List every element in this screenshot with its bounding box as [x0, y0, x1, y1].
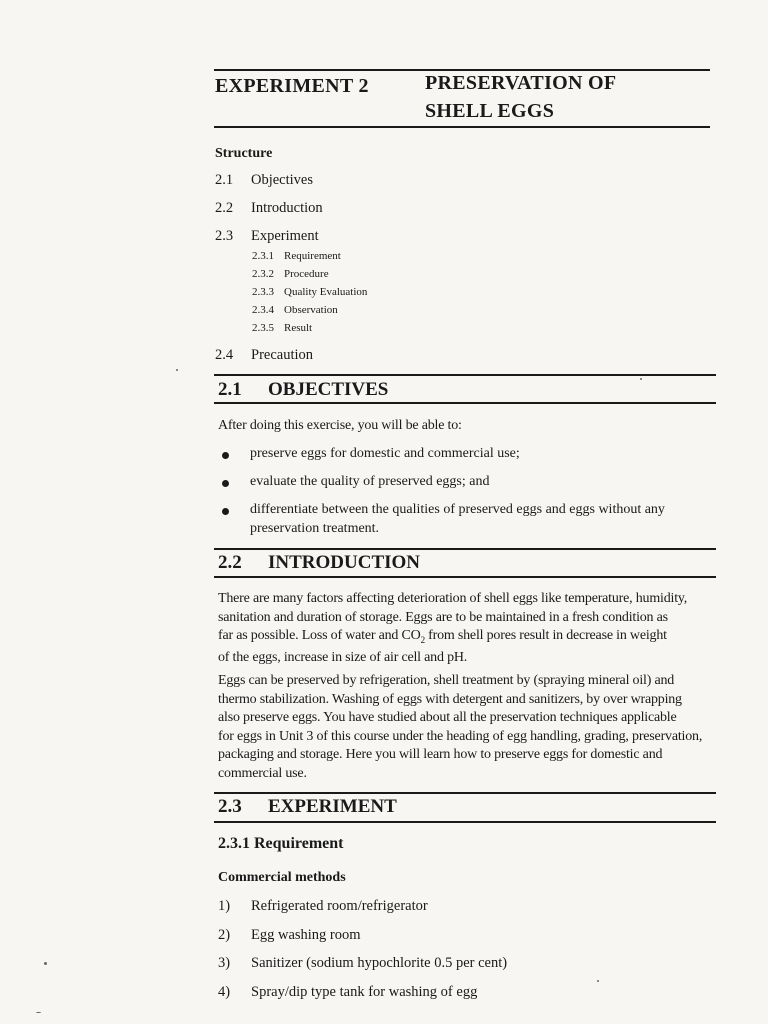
- text-line: Eggs can be preserved by refrigeration, shell treatment by (spraying mineral oil) and: [218, 673, 675, 688]
- toc-subnum: 2.3.5: [252, 322, 274, 334]
- list-num: 3): [218, 955, 231, 971]
- scan-speck: [597, 980, 599, 982]
- bullet-dot: [222, 452, 229, 459]
- section-number: 2.1: [218, 379, 242, 400]
- section-bottom-rule: [214, 402, 716, 404]
- toc-subitem: [252, 250, 341, 262]
- section-number: 2.2: [218, 552, 242, 573]
- toc-item: [215, 228, 319, 245]
- section-title: EXPERIMENT: [268, 796, 397, 817]
- toc-subnum: 2.3.4: [252, 304, 274, 316]
- list-label: Egg washing room: [251, 927, 361, 943]
- scan-speck: [36, 1012, 41, 1013]
- experiment-label: EXPERIMENT 2: [215, 75, 369, 97]
- intro-paragraph-1: [218, 590, 718, 668]
- header-top-rule: [214, 69, 710, 71]
- section-heading-introduction: [218, 552, 420, 574]
- intro-paragraph-2: [218, 672, 718, 783]
- toc-label: Experiment: [251, 228, 319, 244]
- text-line: sanitation and duration of storage. Eggs are to be maintained in a fresh condition as: [218, 609, 668, 625]
- section-heading-objectives: [218, 379, 388, 401]
- text-line: of the eggs, increase in size of air cell and pH.: [218, 650, 468, 666]
- toc-sublabel: Procedure: [284, 268, 329, 280]
- toc-label: Precaution: [251, 347, 314, 363]
- section-number: 2.3: [218, 796, 242, 817]
- page-title-line1: PRESERVATION OF: [425, 72, 617, 94]
- toc-subnum: 2.3.1: [252, 250, 274, 262]
- text-line: commercial use.: [218, 765, 307, 781]
- section-title: OBJECTIVES: [268, 379, 389, 400]
- toc-sublabel: Requirement: [284, 250, 341, 262]
- list-label: Refrigerated room/refrigerator: [251, 898, 428, 914]
- page-title-line2: SHELL EGGS: [425, 100, 555, 122]
- toc-num: 2.3: [215, 228, 234, 244]
- scan-speck: [640, 378, 642, 380]
- structure-heading: Structure: [215, 146, 273, 161]
- toc-num: 2.4: [215, 347, 234, 363]
- list-num: 1): [218, 898, 231, 914]
- section-title: INTRODUCTION: [268, 552, 421, 573]
- toc-num: 2.2: [215, 200, 234, 216]
- bullet-dot: [222, 508, 229, 515]
- bullet-text: preserve eggs for domestic and commercial use;: [250, 446, 520, 461]
- list-num: 2): [218, 927, 231, 943]
- scan-speck: [44, 962, 47, 965]
- bullet-text-continued: preservation treatment.: [250, 521, 380, 536]
- section-top-rule: [214, 548, 716, 550]
- toc-subnum: 2.3.3: [252, 286, 274, 298]
- toc-sublabel: Observation: [284, 304, 338, 316]
- toc-subitem: [252, 268, 329, 280]
- text-line: for eggs in Unit 3 of this course under the heading of egg handling, grading, preservation,: [218, 728, 703, 744]
- section-bottom-rule: [214, 576, 716, 578]
- list-item: [218, 927, 361, 944]
- list-item: [218, 984, 477, 1001]
- header-bottom-rule: [214, 126, 710, 128]
- toc-subitem: [252, 286, 367, 298]
- text-line: There are many factors affecting deterioration of shell eggs like temperature, humidity,: [218, 591, 688, 606]
- section-top-rule: [214, 792, 716, 794]
- section-bottom-rule: [214, 821, 716, 823]
- bullet-text: evaluate the quality of preserved eggs; and: [250, 474, 490, 489]
- toc-item: [215, 200, 323, 217]
- list-label: Spray/dip type tank for washing of egg: [251, 984, 478, 1000]
- bullet-dot: [222, 480, 229, 487]
- text-line: far as possible. Loss of water and $CO_2$ from shell pores result in decrease in weight: [218, 628, 667, 645]
- objectives-intro: After doing this exercise, you will be able to:: [218, 418, 462, 433]
- section-top-rule: [214, 374, 716, 376]
- toc-item: [215, 172, 313, 189]
- toc-sublabel: Result: [284, 322, 313, 334]
- text-line: thermo stabilization. Washing of eggs with detergent and sanitizers, by over wrapping: [218, 691, 682, 707]
- list-item: [218, 898, 428, 915]
- toc-subitem: [252, 304, 338, 316]
- toc-sublabel: Quality Evaluation: [284, 286, 368, 298]
- subsection-heading: 2.3.1 Requirement: [218, 835, 344, 852]
- text-line: packaging and storage. Here you will learn how to preserve eggs for domestic and: [218, 747, 663, 762]
- list-label: Sanitizer (sodium hypochlorite 0.5 per cent): [251, 955, 508, 971]
- list-num: 4): [218, 984, 231, 1000]
- bullet-text: differentiate between the qualities of preserved eggs and eggs without any: [250, 502, 665, 517]
- scan-speck: [176, 369, 178, 371]
- section-heading-experiment: [218, 796, 397, 818]
- toc-label: Objectives: [251, 172, 314, 188]
- methods-heading: Commercial methods: [218, 870, 346, 885]
- text-line: also preserve eggs. You have studied about all the preservation techniques applicable: [218, 710, 677, 725]
- toc-label: Introduction: [251, 200, 323, 216]
- toc-num: 2.1: [215, 172, 234, 188]
- toc-item: [215, 347, 313, 364]
- toc-subitem: [252, 322, 312, 334]
- toc-subnum: 2.3.2: [252, 268, 274, 280]
- list-item: [218, 955, 507, 972]
